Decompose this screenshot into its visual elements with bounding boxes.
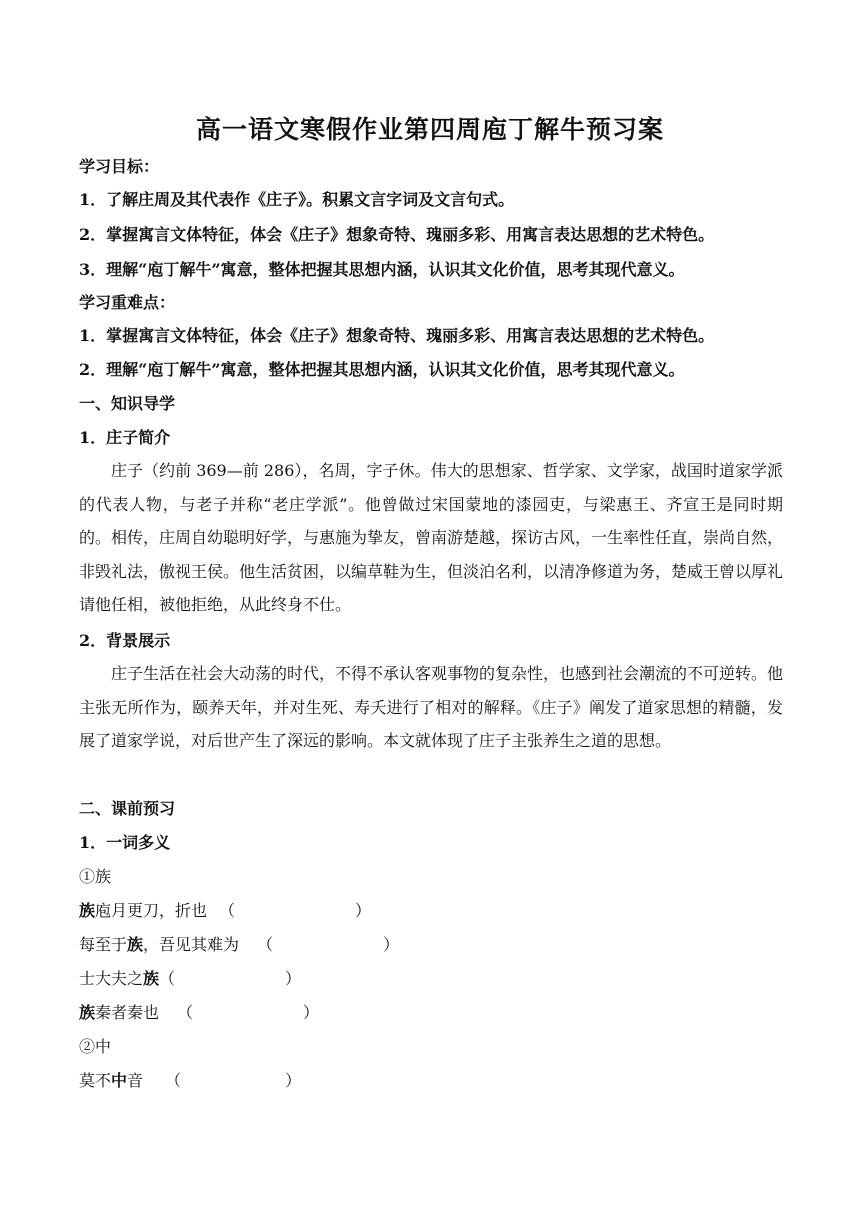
key-point-item: 1．掌握寓言文体特征，体会《庄子》想象奇特、瑰丽多彩、用寓言表达思想的艺术特色。 [79,326,715,345]
objective-item: 2．掌握寓言文体特征，体会《庄子》想象奇特、瑰丽多彩、用寓言表达思想的艺术特色。 [79,225,715,244]
background-paragraph: 庄子生活在社会大动荡的时代，不得不承认客观事物的复杂性，也感到社会潮流的不可逆转。他主张无所作为，颐养天年，并对生死、寿夭进行了相对的解释。《庄子》阐发了道家思想的精髓，发展了道家学说，对后世产生了深远的影响。本文就体现了庄子主张养生之道的思想。 [79,664,784,750]
exercise-item [79,935,399,955]
exercise-item [79,1003,319,1023]
exercise-item [79,969,301,989]
answer-bracket-open: （ [177,1003,194,1022]
key-point-item: 2．理解“庖丁解牛”寓意，整体把握其思想内涵，认识其文化价值，思考其现代意义。 [79,360,685,379]
answer-bracket-close: ） [383,935,400,954]
exercise-suffix: 秦者秦也 [95,1003,160,1022]
zhuangzi-intro-paragraph: 庄子（约前 369—前 286），名周，字子休。伟大的思想家、哲学家、文学家，战国时道家学派的代表人物，与老子并称“老庄学派”。他曾做过宋国蒙地的漆园吏，与梁惠王、齐宣王是同时期的。相传，庄周自幼聪明好学，与惠施为挚友，曾南游楚越，探访古风，一生率性任直，崇尚自然，非毁礼法，傲视王侯。他生活贫困，以编草鞋为生，但淡泊名利，以清净修道为务，楚威王曾以厚礼请他任相，被他拒绝，从此终身不仕。 [79,461,784,614]
exercise-suffix: 音 [127,1071,144,1090]
objective-item: 1．了解庄周及其代表作《庄子》。积累文言字词及文言句式。 [79,190,515,209]
section-heading: 一、知识导学 [79,394,176,413]
answer-bracket-open: （ [165,1071,182,1090]
word-group-label: ①族 [79,867,112,886]
exercise-prefix: 莫不 [79,1071,112,1090]
exercise-item [79,1071,301,1091]
exercise-suffix: 庖月更刀，折也 [95,901,208,920]
page-title: 高一语文寒假作业第四周庖丁解牛预习案 [195,115,664,144]
answer-bracket-close: ） [285,1071,302,1090]
answer-bracket-open: （ [257,935,274,954]
answer-bracket-close: ） [355,901,372,920]
word-group-label: ②中 [79,1037,112,1056]
subsection-heading: 1．庄子简介 [79,428,171,447]
exercise-keyword: 族 [127,935,144,954]
exercise-suffix: ，吾见其难为 [143,935,240,954]
exercise-prefix: 士大夫之 [79,969,144,988]
objective-item: 3．理解“庖丁解牛”寓意，整体把握其思想内涵，认识其文化价值，思考其现代意义。 [79,260,685,279]
subsection-heading: 1．一词多义 [79,833,171,852]
exercise-keyword: 族 [143,969,160,988]
exercise-item [79,901,371,921]
answer-bracket-open: （ [159,969,176,988]
answer-bracket-open: （ [219,901,236,920]
objectives-heading: 学习目标： [79,157,160,176]
answer-bracket-close: ） [285,969,302,988]
exercise-prefix: 每至于 [79,935,128,954]
section-heading: 二、课前预习 [79,799,176,818]
exercise-keyword: 族 [79,901,96,920]
exercise-keyword: 中 [111,1071,128,1090]
exercise-keyword: 族 [79,1003,96,1022]
key-points-heading: 学习重难点： [79,293,176,312]
answer-bracket-close: ） [303,1003,320,1022]
subsection-heading: 2．背景展示 [79,631,171,650]
